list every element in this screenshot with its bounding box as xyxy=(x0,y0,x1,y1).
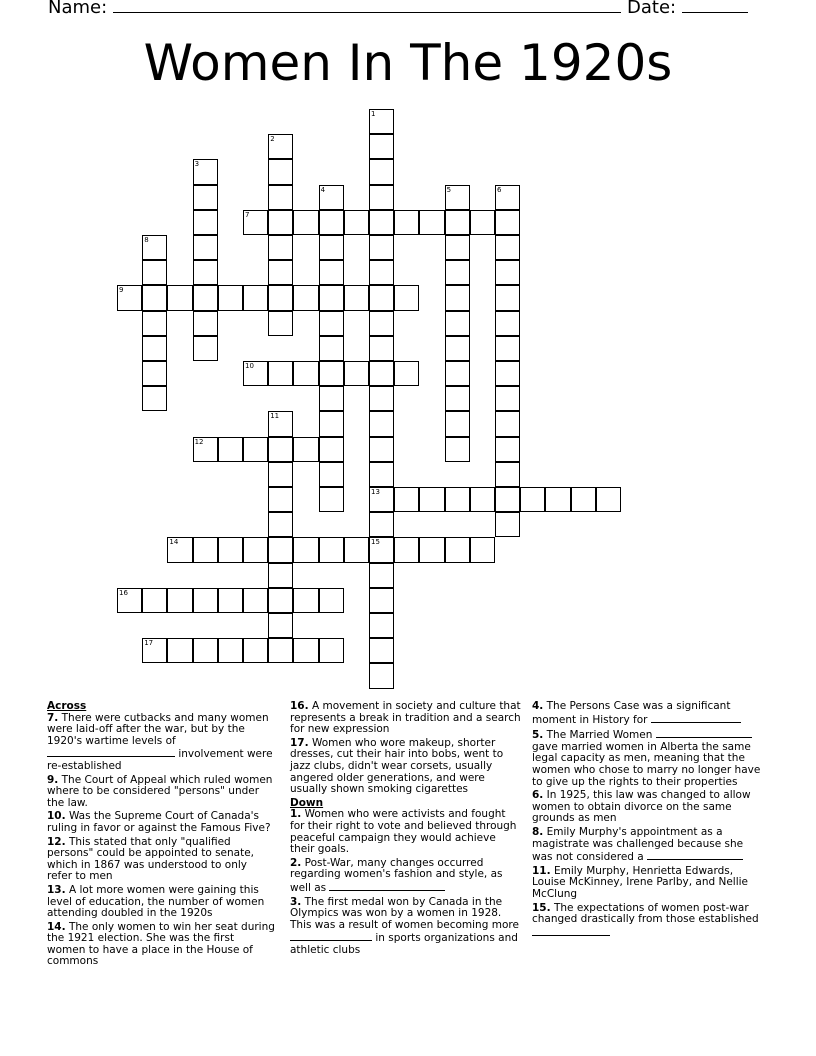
grid-cell[interactable] xyxy=(268,311,293,336)
grid-cell[interactable] xyxy=(293,588,318,613)
grid-cell[interactable] xyxy=(293,285,318,310)
grid-cell[interactable] xyxy=(495,285,520,310)
grid-cell[interactable] xyxy=(445,487,470,512)
grid-cell[interactable] xyxy=(369,134,394,159)
down-clue xyxy=(532,866,762,901)
answer-blank xyxy=(47,747,175,757)
clue-text-continued: gave married women in Alberta the same legal capacity as men, meaning that the women who chose to marry no longer have to give up the rights to their properties xyxy=(532,740,761,788)
down-clue xyxy=(532,790,762,825)
grid-cell[interactable] xyxy=(268,210,293,235)
grid-cell[interactable] xyxy=(268,638,293,663)
answer-blank xyxy=(656,728,752,738)
clue-text: The Married Women xyxy=(546,729,653,742)
clue-number: 9 xyxy=(119,286,124,295)
grid-cell[interactable] xyxy=(268,437,293,462)
grid-cell[interactable] xyxy=(243,588,268,613)
clue-number: 3. xyxy=(290,895,302,908)
grid-cell[interactable] xyxy=(218,588,243,613)
grid-cell[interactable] xyxy=(268,159,293,184)
grid-cell[interactable] xyxy=(445,537,470,562)
page-title: Women In The 1920s xyxy=(143,34,673,92)
clue-column-2 xyxy=(290,701,522,958)
grid-cell[interactable] xyxy=(344,537,369,562)
clue-column-3 xyxy=(532,701,762,941)
grid-cell[interactable] xyxy=(268,537,293,562)
grid-cell[interactable] xyxy=(319,361,344,386)
clue-number: 6 xyxy=(497,185,502,194)
down-clue xyxy=(290,858,522,895)
clue-text: In 1925, this law was changed to allow women to obtain divorce on the same grounds as men xyxy=(532,789,751,825)
grid-cell[interactable] xyxy=(193,638,218,663)
grid-cell[interactable] xyxy=(369,411,394,436)
grid-cell[interactable] xyxy=(218,285,243,310)
clue-text: There were cutbacks and many women were laid-off after the war, but by the 1920's wartime levels of xyxy=(47,711,269,747)
grid-cell[interactable] xyxy=(293,638,318,663)
grid-cell[interactable] xyxy=(344,210,369,235)
grid-cell[interactable] xyxy=(495,411,520,436)
down-clue xyxy=(532,903,762,940)
grid-cell[interactable] xyxy=(319,235,344,260)
grid-cell[interactable] xyxy=(268,487,293,512)
grid-cell[interactable] xyxy=(470,210,495,235)
grid-cell[interactable] xyxy=(319,260,344,285)
grid-cell[interactable] xyxy=(142,285,167,310)
grid-cell[interactable] xyxy=(193,260,218,285)
grid-cell[interactable] xyxy=(344,361,369,386)
grid-cell[interactable] xyxy=(394,487,419,512)
down-clue xyxy=(532,728,762,788)
down-clue xyxy=(532,827,762,864)
grid-cell[interactable] xyxy=(495,336,520,361)
grid-cell[interactable] xyxy=(394,361,419,386)
grid-cell[interactable] xyxy=(369,285,394,310)
grid-cell[interactable] xyxy=(243,638,268,663)
grid-cell[interactable] xyxy=(495,437,520,462)
grid-cell[interactable] xyxy=(268,285,293,310)
grid-cell[interactable] xyxy=(319,411,344,436)
grid-cell[interactable] xyxy=(445,185,470,210)
clue-number: 7 xyxy=(245,210,250,219)
grid-cell[interactable] xyxy=(319,185,344,210)
grid-cell[interactable] xyxy=(319,487,344,512)
grid-cell[interactable] xyxy=(193,437,218,462)
grid-cell[interactable] xyxy=(218,437,243,462)
clue-text: Emily Murphy's appointment as a magistrate was challenged because she was not considered a xyxy=(532,825,744,864)
clue-number: 4. xyxy=(532,700,544,712)
clue-number: 13. xyxy=(47,883,66,896)
clue-text-continued: involvement were re-established xyxy=(47,748,273,772)
grid-cell[interactable] xyxy=(495,311,520,336)
clue-number: 5 xyxy=(446,185,452,194)
grid-cell[interactable] xyxy=(268,588,293,613)
clue-number: 14. xyxy=(47,920,66,933)
grid-cell[interactable] xyxy=(319,336,344,361)
grid-cell[interactable] xyxy=(319,537,344,562)
grid-cell[interactable] xyxy=(167,638,192,663)
across-clue xyxy=(47,922,275,968)
clue-number: 12 xyxy=(194,437,204,446)
grid-cell[interactable] xyxy=(268,260,293,285)
clue-number: 17. xyxy=(290,736,309,749)
grid-cell[interactable] xyxy=(445,210,470,235)
name-label: Name: xyxy=(48,0,108,18)
clue-number: 14 xyxy=(169,538,179,547)
grid-cell[interactable] xyxy=(495,185,520,210)
across-clue xyxy=(47,885,275,920)
grid-cell[interactable] xyxy=(293,537,318,562)
clue-text: A movement in society and culture that represents a break in tradition and a search for new expression xyxy=(290,700,521,736)
clue-number: 4 xyxy=(320,185,326,194)
clue-number: 8 xyxy=(144,236,149,244)
grid-cell[interactable] xyxy=(142,260,167,285)
clue-number: 2 xyxy=(270,135,275,144)
down-clue xyxy=(290,897,522,957)
grid-cell[interactable] xyxy=(167,537,192,562)
grid-cell[interactable] xyxy=(117,285,142,310)
grid-cell[interactable] xyxy=(419,487,444,512)
grid-cell[interactable] xyxy=(293,437,318,462)
grid-cell[interactable] xyxy=(344,285,369,310)
grid-cell[interactable] xyxy=(445,336,470,361)
grid-cell[interactable] xyxy=(369,512,394,537)
grid-cell[interactable] xyxy=(293,210,318,235)
grid-cell[interactable] xyxy=(369,537,394,562)
grid-cell[interactable] xyxy=(369,311,394,336)
clue-number: 16 xyxy=(119,588,128,597)
grid-cell[interactable] xyxy=(369,386,394,411)
grid-cell[interactable] xyxy=(495,235,520,260)
clue-number: 10. xyxy=(47,810,66,823)
grid-cell[interactable] xyxy=(495,260,520,285)
across-clue xyxy=(47,775,275,810)
grid-cell[interactable] xyxy=(495,512,520,537)
grid-cell[interactable] xyxy=(319,210,344,235)
grid-cell[interactable] xyxy=(319,638,344,663)
clue-number: 10 xyxy=(245,362,254,370)
grid-cell[interactable] xyxy=(167,588,192,613)
grid-cell[interactable] xyxy=(218,638,243,663)
grid-cell[interactable] xyxy=(495,210,520,235)
clue-text: Women who wore makeup, shorter dresses, cut their hair into bobs, went to jazz clubs, didn't wear corsets, usually angered older generations, and were usually shown smoking cigarettes xyxy=(290,736,504,796)
grid-cell[interactable] xyxy=(193,235,218,260)
answer-blank xyxy=(290,931,372,941)
grid-cell[interactable] xyxy=(218,537,243,562)
grid-cell[interactable] xyxy=(193,311,218,336)
grid-cell[interactable] xyxy=(394,285,419,310)
grid-cell[interactable] xyxy=(268,185,293,210)
grid-cell[interactable] xyxy=(193,588,218,613)
grid-cell[interactable] xyxy=(369,235,394,260)
across-heading: Across xyxy=(47,700,87,712)
clue-number: 1. xyxy=(290,808,302,821)
date-label: Date: xyxy=(627,0,677,18)
grid-cell[interactable] xyxy=(394,210,419,235)
grid-cell[interactable] xyxy=(243,437,268,462)
grid-cell[interactable] xyxy=(293,361,318,386)
grid-cell[interactable] xyxy=(142,361,167,386)
grid-cell[interactable] xyxy=(419,210,444,235)
grid-cell[interactable] xyxy=(445,235,470,260)
grid-cell[interactable] xyxy=(268,512,293,537)
clue-number: 1 xyxy=(371,110,376,118)
grid-cell[interactable] xyxy=(268,411,293,436)
grid-cell[interactable] xyxy=(268,361,293,386)
grid-cell[interactable] xyxy=(319,386,344,411)
clue-number: 13 xyxy=(371,488,380,496)
clue-text: The expectations of women post-war changed drastically from those established xyxy=(532,901,759,926)
grid-cell[interactable] xyxy=(193,537,218,562)
clue-number: 15. xyxy=(532,901,551,914)
answer-blank xyxy=(329,881,445,891)
grid-cell[interactable] xyxy=(319,437,344,462)
grid-cell[interactable] xyxy=(193,285,218,310)
across-clue xyxy=(290,738,522,796)
across-clue xyxy=(290,701,522,736)
across-clue xyxy=(47,837,275,883)
clue-text: Was the Supreme Court of Canada's ruling in favor or against the Famous Five? xyxy=(47,810,271,834)
grid-cell[interactable] xyxy=(369,210,394,235)
answer-blank xyxy=(647,850,743,860)
grid-cell[interactable] xyxy=(142,311,167,336)
clue-number: 11. xyxy=(532,864,551,877)
answer-blank xyxy=(532,926,610,936)
grid-cell[interactable] xyxy=(495,487,520,512)
grid-cell[interactable] xyxy=(445,437,470,462)
grid-cell[interactable] xyxy=(596,487,621,512)
grid-cell[interactable] xyxy=(545,487,570,512)
grid-cell[interactable] xyxy=(319,311,344,336)
across-clue xyxy=(47,713,275,773)
clue-number: 5. xyxy=(532,729,544,742)
grid-cell[interactable] xyxy=(167,285,192,310)
grid-cell[interactable] xyxy=(369,361,394,386)
grid-cell[interactable] xyxy=(369,336,394,361)
answer-blank xyxy=(651,713,741,723)
grid-cell[interactable] xyxy=(268,613,293,638)
clue-text: The Court of Appeal which ruled women where to be considered "persons" under the law. xyxy=(47,773,273,809)
grid-cell[interactable] xyxy=(445,386,470,411)
grid-cell[interactable] xyxy=(520,487,545,512)
grid-cell[interactable] xyxy=(319,588,344,613)
clue-text: The only women to win her seat during the 1921 election. She was the first women to have a place in the House of commons xyxy=(47,920,275,968)
grid-cell[interactable] xyxy=(369,109,394,134)
grid-cell[interactable] xyxy=(319,462,344,487)
grid-cell[interactable] xyxy=(495,462,520,487)
clue-number: 2. xyxy=(290,856,302,869)
grid-cell[interactable] xyxy=(495,361,520,386)
clue-text-continued: in sports organizations and athletic clubs xyxy=(290,932,518,956)
grid-cell[interactable] xyxy=(369,185,394,210)
grid-cell[interactable] xyxy=(268,462,293,487)
grid-cell[interactable] xyxy=(142,336,167,361)
grid-cell[interactable] xyxy=(142,386,167,411)
clue-number: 17 xyxy=(144,639,154,648)
grid-cell[interactable] xyxy=(142,235,167,260)
down-clue xyxy=(532,701,762,726)
clue-text: The first medal won by Canada in the Olympics was won by a women in 1928. This was a result of women becoming more xyxy=(290,895,519,931)
grid-cell[interactable] xyxy=(445,361,470,386)
clue-number: 8. xyxy=(532,825,544,838)
grid-cell[interactable] xyxy=(419,537,444,562)
clue-number: 12. xyxy=(47,835,66,848)
clue-number: 3 xyxy=(194,160,200,169)
clue-number: 7. xyxy=(47,711,59,724)
grid-cell[interactable] xyxy=(394,537,419,562)
grid-cell[interactable] xyxy=(445,260,470,285)
grid-cell[interactable] xyxy=(445,285,470,310)
grid-cell[interactable] xyxy=(369,663,394,688)
grid-cell[interactable] xyxy=(193,210,218,235)
grid-cell[interactable] xyxy=(445,411,470,436)
grid-cell[interactable] xyxy=(495,386,520,411)
grid-cell[interactable] xyxy=(445,311,470,336)
grid-cell[interactable] xyxy=(369,487,394,512)
grid-cell[interactable] xyxy=(470,487,495,512)
grid-cell[interactable] xyxy=(193,336,218,361)
down-heading: Down xyxy=(290,796,324,809)
clue-number: 16. xyxy=(290,700,309,712)
grid-cell[interactable] xyxy=(243,210,268,235)
clue-text: This stated that only "qualified persons" could be appointed to senate, which in 1867 was understood to only refer to men xyxy=(47,835,255,883)
grid-cell[interactable] xyxy=(369,260,394,285)
grid-cell[interactable] xyxy=(142,638,167,663)
grid-cell[interactable] xyxy=(117,588,142,613)
clue-text: A lot more women were gaining this level of education, the number of women attending doubled in the 1920s xyxy=(47,883,265,920)
grid-cell[interactable] xyxy=(369,437,394,462)
grid-cell[interactable] xyxy=(369,462,394,487)
grid-cell[interactable] xyxy=(243,285,268,310)
clue-text: The Persons Case was a significant moment in History for xyxy=(532,700,731,726)
clue-text: Post-War, many changes occurred regarding women's fashion and style, as well as xyxy=(290,856,503,894)
grid-cell[interactable] xyxy=(243,537,268,562)
clue-number: 9. xyxy=(47,773,59,786)
grid-cell[interactable] xyxy=(369,563,394,588)
grid-cell[interactable] xyxy=(369,638,394,663)
across-clue xyxy=(47,811,275,834)
down-clue xyxy=(290,809,522,855)
clue-number: 11 xyxy=(270,412,280,421)
clue-text: Women who were activists and fought for their right to vote and believed through peaceful campaign they would achieve their goals. xyxy=(290,808,517,856)
grid-cell[interactable] xyxy=(571,487,596,512)
clue-number: 15 xyxy=(371,538,380,547)
grid-cell[interactable] xyxy=(470,537,495,562)
clue-text: Emily Murphy, Henrietta Edwards, Louise McKinney, Irene Parlby, and Nellie McClung xyxy=(532,864,749,900)
grid-cell[interactable] xyxy=(268,235,293,260)
grid-cell[interactable] xyxy=(319,285,344,310)
clue-number: 6. xyxy=(532,789,544,802)
clue-column-1 xyxy=(47,701,275,970)
grid-cell[interactable] xyxy=(193,159,218,184)
grid-cell[interactable] xyxy=(193,185,218,210)
grid-cell[interactable] xyxy=(369,613,394,638)
grid-cell[interactable] xyxy=(369,588,394,613)
grid-cell[interactable] xyxy=(243,361,268,386)
grid-cell[interactable] xyxy=(369,159,394,184)
grid-cell[interactable] xyxy=(268,134,293,159)
grid-cell[interactable] xyxy=(268,563,293,588)
grid-cell[interactable] xyxy=(142,588,167,613)
